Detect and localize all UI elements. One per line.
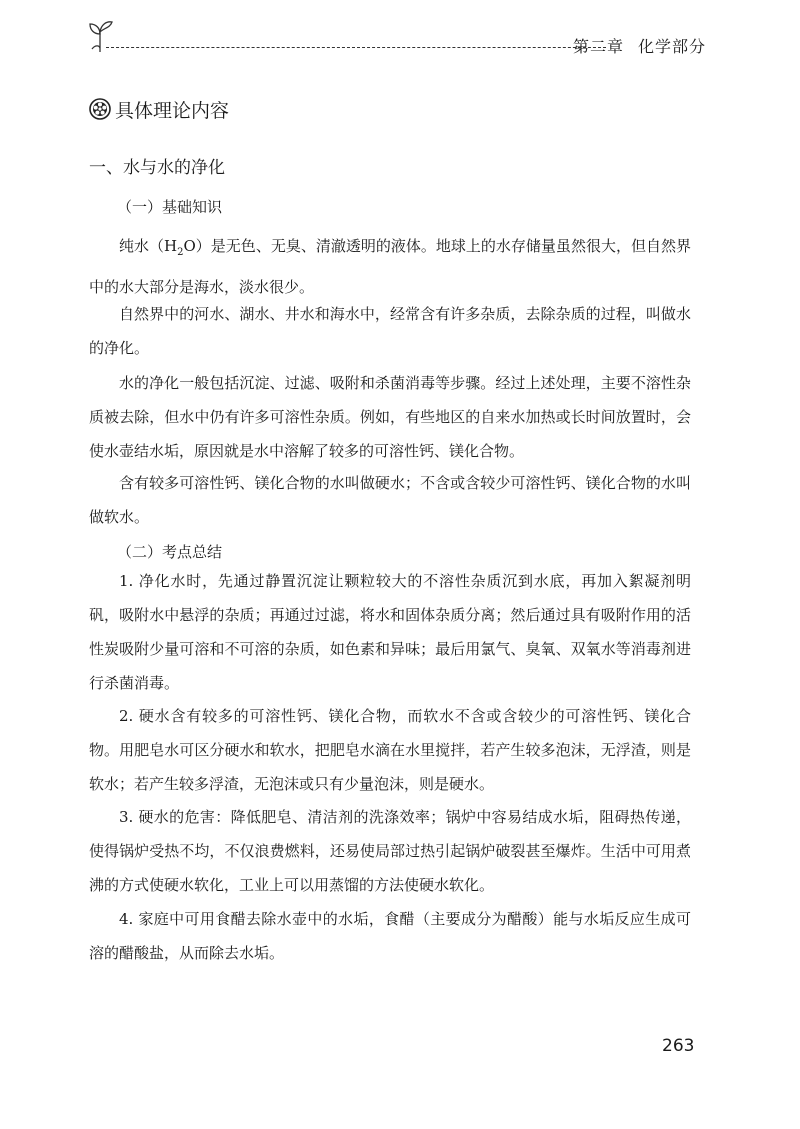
- paragraph-pure-water-text: 纯水（H: [119, 237, 178, 255]
- section-title-text: 具体理论内容: [115, 99, 230, 122]
- chapter-section: 化学部分: [637, 37, 706, 56]
- flower-emblem-icon: [89, 98, 111, 120]
- paragraph-pure-water: [89, 229, 691, 304]
- paragraph-natural-water: 自然界中的河水、湖水、井水和海水中，经常含有许多杂质，去除杂质的过程，叫做水的净化。: [89, 305, 691, 357]
- paragraph-purification-steps: 水的净化一般包括沉淀、过滤、吸附和杀菌消毒等步骤。经过上述处理，主要不溶性杂质被去除，但水中仍有许多可溶性杂质。例如，有些地区的自来水加热或长时间放置时，会使水壶结水垢，原因就是水中溶解了较多的可溶性钙、镁化合物。: [89, 374, 691, 460]
- chapter-label: [573, 34, 706, 57]
- point-1: 1. 净化水时，先通过静置沉淀让颗粒较大的不溶性杂质沉到水底，再加入絮凝剂明矾，吸附水中悬浮的杂质；再通过过滤，将水和固体杂质分离；然后通过具有吸附作用的活性炭吸附少量可溶和不可溶的杂质，如色素和异味；最后用氯气、臭氧、双氧水等消毒剂进行杀菌消毒。: [89, 572, 691, 692]
- paragraph-hard-soft-water: 含有较多可溶性钙、镁化合物的水叫做硬水；不含或含较少可溶性钙、镁化合物的水叫做软水。: [89, 474, 691, 526]
- point-3: 3. 硬水的危害：降低肥皂、清洁剂的洗涤效率；锅炉中容易结成水垢，阻碍热传递，使得锅炉受热不均，不仅浪费燃料，还易使局部过热引起锅炉破裂甚至爆炸。生活中可用煮沸的方式使硬水软化，工业上可以用蒸馏的方法使硬水软化。: [89, 808, 691, 894]
- sprout-icon: [86, 18, 114, 54]
- subheading-basic-knowledge: （一）基础知识: [117, 198, 223, 216]
- paragraph-pure-water-text-2: O）是无色、无臭、清澈透明的液体。地球上的水存储量虽然很大，但自然界中的水大部分是海水，淡水很少。: [89, 237, 691, 296]
- point-2: 2. 硬水含有较多的可溶性钙、镁化合物，而软水不含或含较少的可溶性钙、镁化合物。用肥皂水可区分硬水和软水，把肥皂水滴在水里搅拌，若产生较多泡沫，无浮渣，则是软水；若产生较多浮渣，无泡沫或只有少量泡沫，则是硬水。: [89, 707, 691, 793]
- section-title: [89, 95, 229, 123]
- chapter-number: 第二章: [572, 37, 624, 56]
- heading-water-purification: 一、水与水的净化: [89, 158, 225, 178]
- point-4: 4. 家庭中可用食醋去除水壶中的水垢，食醋（主要成分为醋酸）能与水垢反应生成可溶的醋酸盐，从而除去水垢。: [89, 910, 691, 962]
- page-number: 263: [662, 1036, 695, 1056]
- h2o-subscript: 2: [177, 247, 184, 258]
- subheading-key-points: （二）考点总结: [117, 543, 223, 561]
- header-rule: [106, 47, 606, 48]
- running-header: [86, 18, 706, 58]
